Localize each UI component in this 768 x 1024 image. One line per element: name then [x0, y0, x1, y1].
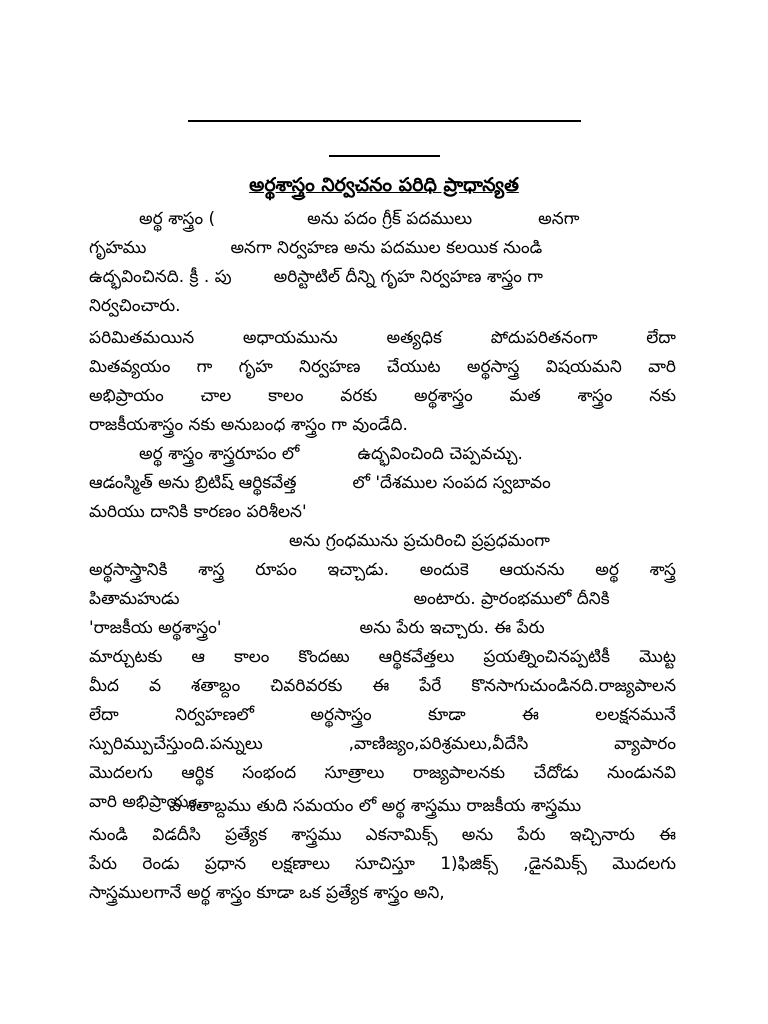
paragraph-line: పేరు రెండు ప్రధాన లక్షణాలు సూచిస్తూ 1)ఫిజిక్స్ ,డైనమిక్స్ మొదలగు — [89, 854, 676, 874]
top-horizontal-rule — [188, 120, 581, 122]
paragraph-line: మరియు దానికి కారణం పరిశీలన' — [89, 502, 307, 522]
text-span: లో 'దేశముల సంపద స్వబావం — [352, 473, 551, 493]
paragraph-line: పరిమితమయిన అధాయమును అత్యధిక పోదుపరితనంగా లేదా — [89, 328, 676, 348]
text-span: ఉద్భవించినది. క్రీ . పు — [89, 267, 232, 287]
short-horizontal-rule — [329, 155, 440, 157]
text-span: అంటారు. ప్రారంభములో దీనికి — [413, 589, 610, 609]
paragraph-line: నిర్వచించారు. — [89, 296, 181, 316]
paragraph-line: వ శతాబ్దము తుది సమయం లో అర్థ శాస్త్రము రాజకీయ శాస్త్రము — [169, 796, 582, 816]
paragraph-4 — [89, 792, 676, 908]
paragraph-3 — [89, 440, 676, 817]
paragraph-line — [89, 469, 676, 498]
paragraph-line: అర్థసాస్త్రానికి శాస్త్ర రూపం ఇచ్చాడు. అందుకె ఆయనను అర్థ శాస్త్ర — [89, 560, 676, 580]
text-span: అను పదం గ్రీక్ పదములు — [307, 209, 473, 229]
text-span: అర్థ శాస్త్రం శాస్త్రరూపం లో — [139, 444, 300, 464]
text-span: అను పేరు ఇచ్చారు. ఈ పేరు — [359, 618, 545, 638]
paragraph-line: లేదా నిర్వహణలో అర్థసాస్త్రం కూడా ఈ లలక్షనమునే — [89, 705, 676, 725]
paragraph-line — [89, 585, 676, 614]
paragraph-line — [89, 440, 676, 469]
text-span: ఉద్భవించింది చెప్పవచ్చు. — [357, 444, 523, 464]
paragraph-line: అను గ్రంధమును ప్రచురించి ప్రప్రధమంగా — [289, 531, 550, 551]
paragraph-1 — [89, 205, 676, 321]
text-span: గృహము — [89, 238, 147, 258]
document-title: అర్థశాస్త్రం నిర్వచనం పరిధి ప్రాధాన్యత — [249, 174, 519, 196]
paragraph-line: వారి అభిప్రాయం. — [89, 792, 203, 812]
paragraph-line: మార్చుటకు ఆ కాలం కొందఱు ఆర్థికవేత్తలు ప్రయత్నించినప్పటికీ మొట్ట — [89, 647, 676, 667]
text-span: ఆడంస్మిత్ అను బ్రిటిష్ ఆర్థికవేత్త — [89, 473, 297, 493]
paragraph-line — [89, 263, 676, 292]
text-span: 'రాజకీయ అర్థశాస్త్రం' — [89, 618, 222, 638]
paragraph-line: స్పురిమ్పుచేస్తుంది.పన్నులు ,వాణిజ్యం,పరిశ్రమలు,వీదేసి వ్యాపారం — [89, 734, 676, 754]
paragraph-line: నుండి విడదీసి ప్రత్యేక శాస్త్రము ఎకనామిక్స్ అను పేరు ఇచ్చినారు ఈ — [89, 825, 676, 845]
paragraph-line — [89, 234, 676, 263]
text-span: అరిస్టాటిల్ దీన్ని గృహ నిర్వహణ శాస్త్రం గా — [273, 267, 543, 287]
text-span: అనగా నిర్వహణ అను పదముల కలయిక నుండి — [230, 238, 543, 258]
paragraph-2 — [89, 324, 676, 440]
text-span: అనగా — [538, 209, 580, 229]
paragraph-line — [89, 614, 676, 643]
text-span: పితామహుడు — [89, 589, 180, 609]
paragraph-line: రాజకీయశాస్త్రం నకు అనుబంధ శాస్త్రం గా వుండేది. — [89, 415, 408, 435]
paragraph-line: మీద వ శతాబ్దం చివరివరకు ఈ పేరే కొనసాగుచుండినది.రాజ్యపాలన — [89, 676, 676, 696]
paragraph-line: అభిప్రాయం చాల కాలం వరకు అర్థశాస్త్రం మత శాస్త్రం నకు — [89, 386, 676, 406]
paragraph-line: మొదలగు ఆర్థిక సంభంద సూత్రాలు రాజ్యపాలనకు చేదోడు నుండునవి — [89, 763, 676, 783]
paragraph-line: మితవ్యయం గా గృహ నిర్వహణ చేయుట అర్థసాస్త్ర విషయమని వారి — [89, 357, 676, 377]
text-span: అర్థ శాస్త్రం ( — [139, 209, 216, 229]
paragraph-line: సాస్త్రములగానే అర్థ శాస్త్రం కూడా ఒక ప్రత్యేక శాస్త్రం అని, — [89, 883, 445, 903]
paragraph-line — [89, 205, 676, 234]
